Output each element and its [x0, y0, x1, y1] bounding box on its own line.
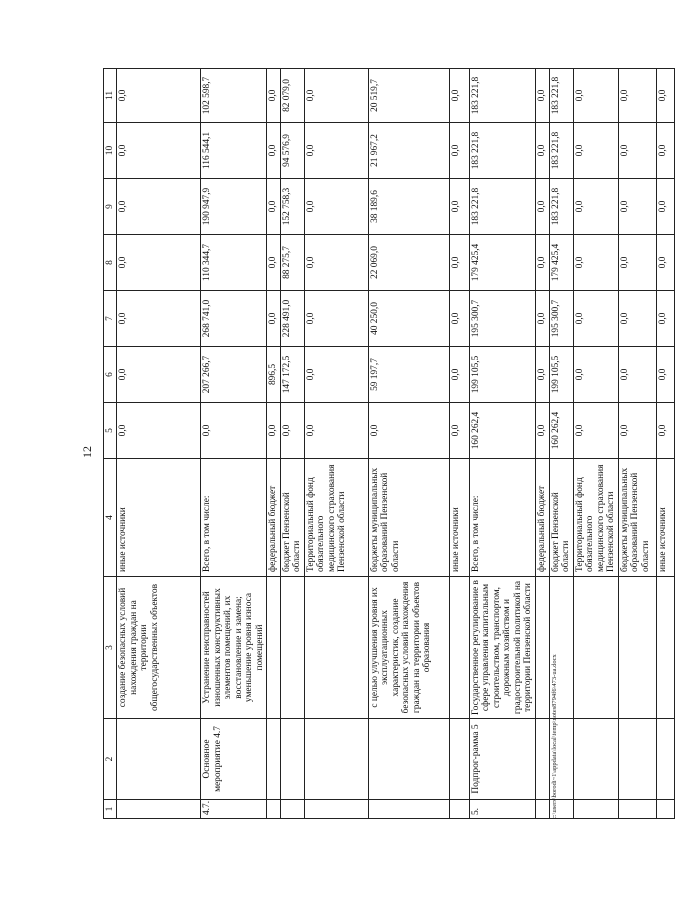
- amount-cell: 0,0: [573, 179, 618, 235]
- amount-cell: 147 172,5: [280, 347, 304, 403]
- table-row: [449, 69, 469, 819]
- row-number-cell: 4.7.: [201, 800, 267, 819]
- amount-cell: 0,0: [280, 403, 304, 459]
- amount-cell: 0,0: [573, 123, 618, 179]
- amount-cell: 179 425,4: [469, 235, 535, 291]
- amount-cell: 88 275,7: [280, 235, 304, 291]
- amount-cell: 179 425,4: [549, 235, 573, 291]
- column-number: 5: [104, 403, 117, 459]
- measure-name-cell: [573, 719, 618, 800]
- amount-cell: 0,0: [573, 69, 618, 123]
- amount-cell: 0,0: [267, 179, 281, 235]
- funding-source-cell: федеральный бюджет: [535, 459, 549, 577]
- amount-cell: 110 344,7: [201, 235, 267, 291]
- funding-source-cell: иные источники: [449, 459, 469, 577]
- row-number-cell: [618, 800, 656, 819]
- description-cell: [304, 577, 368, 719]
- column-number: 2: [104, 719, 117, 800]
- amount-cell: 0,0: [117, 179, 201, 235]
- amount-cell: 199 105,5: [469, 347, 535, 403]
- description-cell: [573, 577, 618, 719]
- amount-cell: 0,0: [573, 403, 618, 459]
- row-number-cell: [280, 800, 304, 819]
- amount-cell: 0,0: [449, 69, 469, 123]
- column-number: 7: [104, 291, 117, 347]
- amount-cell: 0,0: [304, 69, 368, 123]
- amount-cell: 82 079,0: [280, 69, 304, 123]
- amount-cell: 0,0: [117, 347, 201, 403]
- row-number-cell: [449, 800, 469, 819]
- description-cell: [535, 577, 549, 719]
- amount-cell: 0,0: [656, 347, 674, 403]
- amount-cell: 40 250,0: [368, 291, 449, 347]
- amount-cell: 0,0: [618, 291, 656, 347]
- amount-cell: 0,0: [535, 179, 549, 235]
- table-row: [656, 69, 674, 819]
- amount-cell: 0,0: [304, 291, 368, 347]
- amount-cell: 0,0: [201, 403, 267, 459]
- row-number-cell: [267, 800, 281, 819]
- amount-cell: 0,0: [535, 347, 549, 403]
- amount-cell: 0,0: [656, 123, 674, 179]
- measure-name-cell: [304, 719, 368, 800]
- description-cell: с целью улучшения уровня их эксплуатационных характеристик, создание безопасных условий нахождения граждан на территории объектов образования: [368, 577, 449, 719]
- column-number: 9: [104, 179, 117, 235]
- measure-name-cell: Подпрог-рамма 5: [469, 719, 535, 800]
- amount-cell: 0,0: [535, 235, 549, 291]
- file-path-footer: c:\users\borodi~1\appdata\local\temp\notes8794f6\473-ua.docx: [551, 654, 558, 819]
- amount-cell: 94 576,9: [280, 123, 304, 179]
- amount-cell: 190 947,9: [201, 179, 267, 235]
- amount-cell: 0,0: [656, 69, 674, 123]
- amount-cell: 0,0: [368, 403, 449, 459]
- description-cell: [618, 577, 656, 719]
- amount-cell: 0,0: [304, 235, 368, 291]
- amount-cell: 0,0: [656, 179, 674, 235]
- amount-cell: 0,0: [449, 235, 469, 291]
- amount-cell: 0,0: [535, 69, 549, 123]
- column-number: 11: [104, 69, 117, 123]
- measure-name-cell: [117, 719, 201, 800]
- amount-cell: 0,0: [618, 179, 656, 235]
- amount-cell: 0,0: [573, 235, 618, 291]
- amount-cell: 0,0: [304, 403, 368, 459]
- amount-cell: 0,0: [618, 235, 656, 291]
- description-cell: [449, 577, 469, 719]
- table-row: [618, 69, 656, 819]
- column-number: 3: [104, 577, 117, 719]
- measure-name-cell: [449, 719, 469, 800]
- amount-cell: 183 221,8: [469, 69, 535, 123]
- measure-name-cell: [368, 719, 449, 800]
- row-number-cell: [368, 800, 449, 819]
- table-row: [280, 69, 304, 819]
- funding-table: [103, 68, 675, 819]
- amount-cell: 207 266,7: [201, 347, 267, 403]
- amount-cell: 20 519,7: [368, 69, 449, 123]
- measure-name-cell: [280, 719, 304, 800]
- description-cell: создание безопасных условий нахождения граждан на территории общегосударственных объектов: [117, 577, 201, 719]
- description-cell: [656, 577, 674, 719]
- description-cell: [267, 577, 281, 719]
- measure-name-cell: [535, 719, 549, 800]
- amount-cell: 0,0: [656, 291, 674, 347]
- funding-source-cell: Всего, в том числе:: [201, 459, 267, 577]
- funding-source-cell: федеральный бюджет: [267, 459, 281, 577]
- column-number: 4: [104, 459, 117, 577]
- amount-cell: 183 221,8: [549, 123, 573, 179]
- amount-cell: 0,0: [449, 291, 469, 347]
- row-number-cell: [117, 800, 201, 819]
- row-number-cell: [535, 800, 549, 819]
- amount-cell: 195 300,7: [549, 291, 573, 347]
- amount-cell: 0,0: [117, 69, 201, 123]
- funding-source-cell: иные источники: [656, 459, 674, 577]
- table-row: [267, 69, 281, 819]
- amount-cell: 0,0: [304, 179, 368, 235]
- amount-cell: 195 300,7: [469, 291, 535, 347]
- column-number: 8: [104, 235, 117, 291]
- funding-source-cell: Территориальный фонд обязательного медицинского страхования Пензенской области: [304, 459, 368, 577]
- column-number-row: [104, 69, 117, 819]
- amount-cell: 102 598,7: [201, 69, 267, 123]
- page-number: 12: [80, 446, 94, 458]
- amount-cell: 0,0: [573, 347, 618, 403]
- amount-cell: 38 189,6: [368, 179, 449, 235]
- measure-name-cell: [267, 719, 281, 800]
- amount-cell: 0,0: [618, 403, 656, 459]
- measure-name-cell: [656, 719, 674, 800]
- amount-cell: 21 967,2: [368, 123, 449, 179]
- amount-cell: 0,0: [267, 69, 281, 123]
- amount-cell: 0,0: [304, 123, 368, 179]
- amount-cell: 0,0: [117, 123, 201, 179]
- table-row: [201, 69, 267, 819]
- row-number-cell: [656, 800, 674, 819]
- amount-cell: 0,0: [535, 291, 549, 347]
- amount-cell: 22 069,0: [368, 235, 449, 291]
- table-row: [368, 69, 449, 819]
- amount-cell: 160 262,4: [549, 403, 573, 459]
- measure-name-cell: Основное мероприятие 4.7: [201, 719, 267, 800]
- amount-cell: 0,0: [449, 179, 469, 235]
- row-number-cell: [573, 800, 618, 819]
- funding-source-cell: бюджет Пензенской области: [549, 459, 573, 577]
- column-number: 6: [104, 347, 117, 403]
- amount-cell: 199 105,5: [549, 347, 573, 403]
- amount-cell: 0,0: [449, 123, 469, 179]
- amount-cell: 152 758,3: [280, 179, 304, 235]
- funding-source-cell: Территориальный фонд обязательного медицинского страхования Пензенской области: [573, 459, 618, 577]
- funding-source-cell: бюджет Пензенской области: [280, 459, 304, 577]
- amount-cell: 183 221,8: [549, 69, 573, 123]
- amount-cell: 0,0: [535, 123, 549, 179]
- row-number-cell: 5.: [469, 800, 535, 819]
- amount-cell: 896,5: [267, 347, 281, 403]
- amount-cell: 0,0: [618, 69, 656, 123]
- funding-source-cell: Всего, в том числе:: [469, 459, 535, 577]
- amount-cell: 59 197,7: [368, 347, 449, 403]
- amount-cell: 0,0: [267, 291, 281, 347]
- description-cell: [280, 577, 304, 719]
- amount-cell: 183 221,8: [469, 179, 535, 235]
- amount-cell: 116 544,1: [201, 123, 267, 179]
- table-row: [469, 69, 535, 819]
- amount-cell: 183 221,8: [469, 123, 535, 179]
- amount-cell: 183 221,8: [549, 179, 573, 235]
- funding-source-cell: иные источники: [117, 459, 201, 577]
- amount-cell: 228 491,0: [280, 291, 304, 347]
- amount-cell: 0,0: [449, 347, 469, 403]
- amount-cell: 0,0: [117, 291, 201, 347]
- table-row: [573, 69, 618, 819]
- amount-cell: 0,0: [573, 291, 618, 347]
- rotated-page: [70, 42, 668, 862]
- amount-cell: 268 741,0: [201, 291, 267, 347]
- funding-source-cell: бюджеты муниципальных образований Пензенской области: [618, 459, 656, 577]
- row-number-cell: [304, 800, 368, 819]
- description-cell: Государственное регулирование в сфере управления капитальным строительством, транспортом, дорожным хозяйством и градостроительной политикой на территории Пензенской области: [469, 577, 535, 719]
- amount-cell: 0,0: [656, 235, 674, 291]
- table-row: [117, 69, 201, 819]
- amount-cell: 0,0: [117, 403, 201, 459]
- amount-cell: 0,0: [618, 123, 656, 179]
- amount-cell: 0,0: [618, 347, 656, 403]
- amount-cell: 0,0: [304, 347, 368, 403]
- table-row: [535, 69, 549, 819]
- funding-source-cell: бюджеты муниципальных образований Пензенской области: [368, 459, 449, 577]
- amount-cell: 0,0: [449, 403, 469, 459]
- description-cell: Устранение неисправностей изношенных конструктивных элементов помещений, их восстановление и замена; уменьшение уровня износа помещений: [201, 577, 267, 719]
- table-row: [304, 69, 368, 819]
- amount-cell: 160 262,4: [469, 403, 535, 459]
- amount-cell: 0,0: [267, 235, 281, 291]
- amount-cell: 0,0: [117, 235, 201, 291]
- amount-cell: 0,0: [656, 403, 674, 459]
- column-number: 1: [104, 800, 117, 819]
- amount-cell: 0,0: [535, 403, 549, 459]
- column-number: 10: [104, 123, 117, 179]
- measure-name-cell: [618, 719, 656, 800]
- amount-cell: 0,0: [267, 403, 281, 459]
- amount-cell: 0,0: [267, 123, 281, 179]
